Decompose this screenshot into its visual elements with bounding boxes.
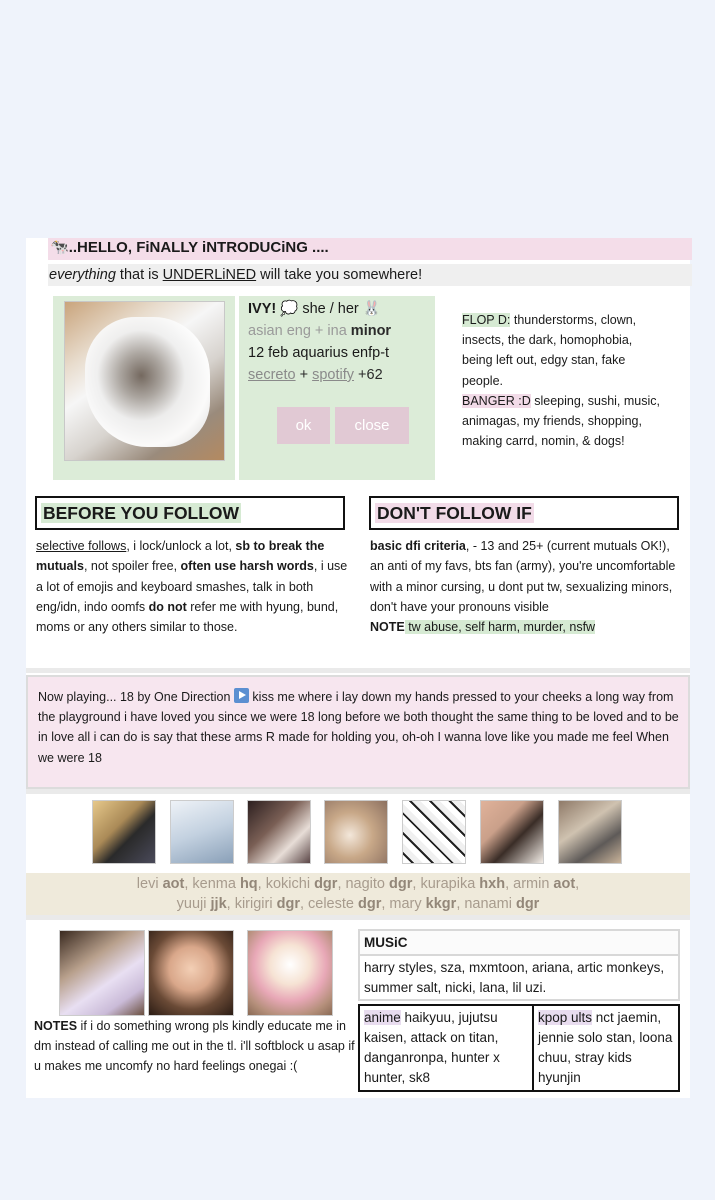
- photo-image: [59, 930, 145, 1016]
- profile-divider: [235, 296, 239, 480]
- profile-birthday: 12 feb aquarius enfp-t: [248, 345, 390, 361]
- photo-image: [247, 930, 333, 1016]
- now-playing-box: [26, 675, 690, 789]
- before-follow-text: selective follows, i lock/unlock a lot, sb to break the mutuals, not spoiler free, often use harsh words, i use a lot of emojis and keyboard smashes, talk in both eng/idn, indo oomfs do not refer me with hyung, bund, moms or any others similar to those.: [36, 539, 348, 635]
- sub-mid: that is: [115, 267, 163, 283]
- banger-label: BANGER :D: [462, 393, 531, 408]
- now-playing-text: Now playing... 18 by One Direction kiss me where i lay down my hands pressed to your cheeks a long way from the playground i have loved you since we were 18 long before we both thought the same thing to be loved and to be in love all i can do is say that these arms R made for holding you, oh-oh I wanna love like you made me feel When we were 18: [38, 690, 679, 765]
- thumbnail-image: [558, 800, 622, 864]
- profile-card: [26, 238, 690, 1098]
- anime-kpop-box: [358, 1004, 680, 1092]
- before-follow-title: BEFORE YOU FOLLOW: [35, 496, 345, 530]
- section-divider: [26, 789, 690, 794]
- sub-italic: everything: [49, 267, 116, 283]
- thumbnail-image: [170, 800, 234, 864]
- notes-label: NOTES: [34, 1019, 78, 1033]
- minor-label: minor: [350, 323, 392, 339]
- spotify-link[interactable]: spotify: [312, 367, 355, 383]
- cat-photo: [64, 301, 225, 461]
- thumbnail-image: [402, 800, 466, 864]
- intro-title: ..HELLO, FiNALLY iNTRODUCiNG ....: [68, 239, 329, 256]
- profile-links: secreto + spotify +62: [248, 367, 383, 383]
- underlined-link[interactable]: UNDERLiNED: [162, 267, 257, 283]
- thought-bubble-icon: 💭: [280, 301, 299, 317]
- thumbnail-image: [247, 800, 311, 864]
- profile-name-line: [248, 300, 381, 319]
- age-tag: +62: [354, 367, 383, 383]
- intro-header: [48, 238, 692, 260]
- profile-origin: asian eng + ina minor: [248, 323, 392, 339]
- play-icon[interactable]: [234, 688, 249, 703]
- profile-name: IVY!: [248, 301, 277, 317]
- anime-label: anime: [364, 1010, 401, 1025]
- intro-subheader: [48, 264, 692, 286]
- note-label: NOTE: [370, 620, 405, 635]
- flop-banger-text: FLOP D: thunderstorms, clown, insects, the dark, homophobia, being left out, edgy stan, fake people. BANGER :D sleeping, sushi, music, animagas, my friends, shopping, making carrd, nomin, & dogs!: [462, 313, 660, 449]
- close-button[interactable]: close: [335, 407, 409, 444]
- secreto-link[interactable]: secreto: [248, 367, 296, 383]
- favorites-thumbnails: [26, 798, 690, 866]
- dont-follow-title: DON'T FOLLOW IF: [369, 496, 679, 530]
- thumbnail-image: [480, 800, 544, 864]
- music-list: harry styles, sza, mxmtoon, ariana, artic monkeys, summer salt, nicki, lana, lil uzi.: [358, 956, 680, 1001]
- anime-column: anime haikyuu, jujutsu kaisen, attack on titan, danganronpa, hunter x hunter, sk8: [360, 1006, 534, 1090]
- photo-image: [148, 930, 234, 1016]
- dont-follow-text: basic dfi criteria, - 13 and 25+ (current mutuals OK!), an anti of my favs, bts fan (army), you're uncomfortable with a minor cursing, u dont put tw, sexualizing minors, don't have your pronouns visible NOTE tw abuse, self harm, murder, nsfw: [370, 539, 676, 635]
- kpop-label: kpop ults: [538, 1010, 593, 1025]
- notes-text: NOTES if i do something wrong pls kindly educate me in dm instead of calling me out in the tl. i'll softblock u asap if u makes me uncomfy no hard feelings onegai :(: [34, 1019, 355, 1074]
- sub-end: will take you somewhere!: [256, 267, 423, 283]
- music-title: MUSiC: [358, 929, 680, 956]
- section-divider: [26, 668, 690, 673]
- section-divider: [26, 915, 690, 920]
- kpop-column: kpop ults nct jaemin, jennie solo stan, loona chuu, stray kids hyunjin: [538, 1010, 673, 1085]
- thumbnail-image: [92, 800, 156, 864]
- thumbnail-image: [324, 800, 388, 864]
- ok-button[interactable]: ok: [277, 407, 330, 444]
- favorite-characters: levi aot, kenma hq, kokichi dgr, nagito dgr, kurapika hxh, armin aot, yuuji jjk, kirigiri dgr, celeste dgr, mary kkgr, nanami dgr: [26, 873, 690, 915]
- flop-label: FLOP D:: [462, 313, 511, 327]
- cow-icon: 🐄: [50, 239, 69, 256]
- pronouns: she / her 🐰: [298, 301, 381, 317]
